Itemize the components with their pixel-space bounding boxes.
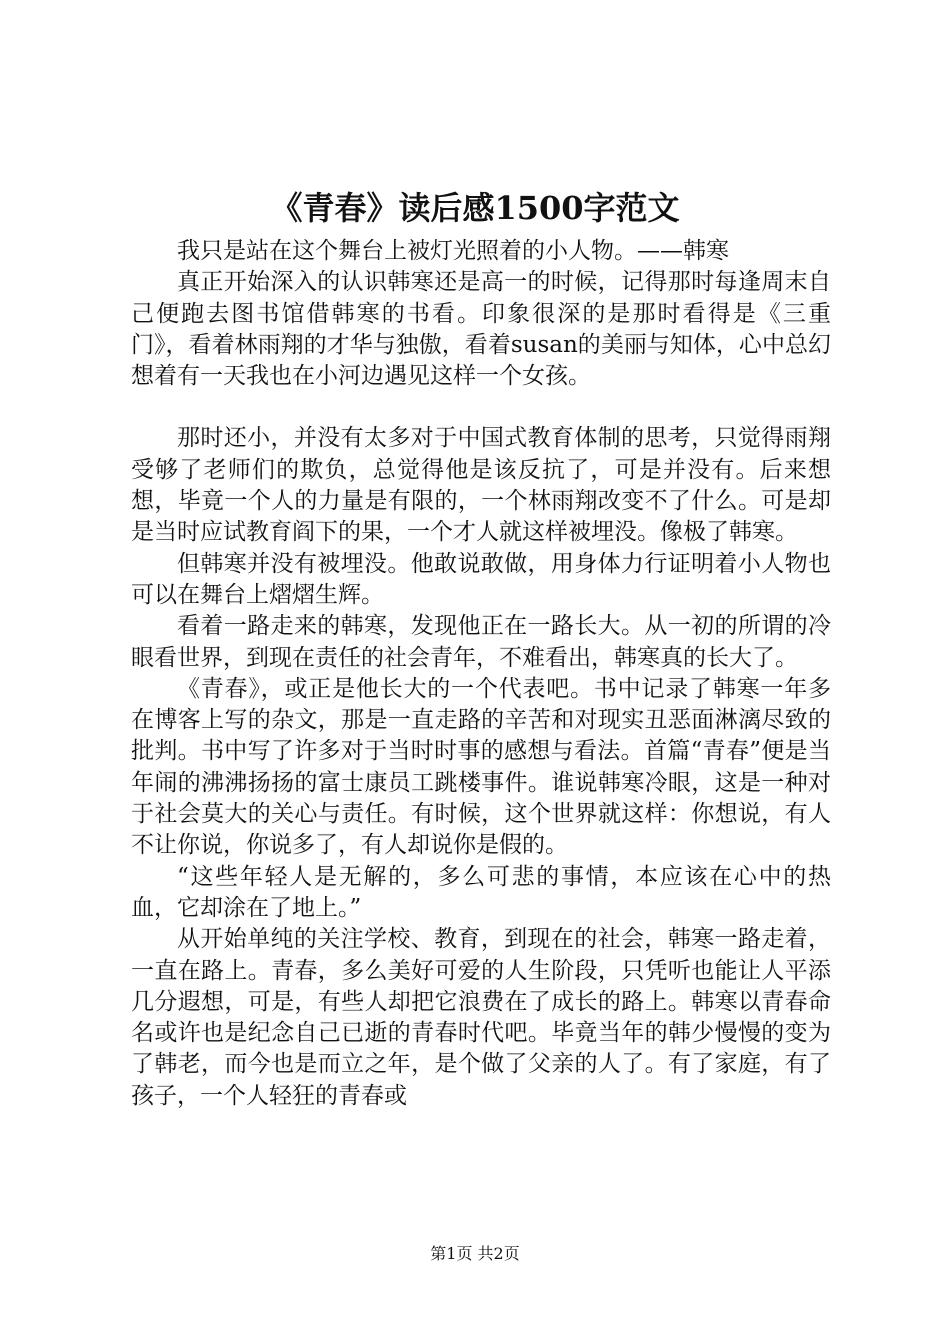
quote-paragraph: “这些年轻人是无解的，多么可悲的事情，本应该在心中的热血，它却涂在了地上。” <box>131 863 831 921</box>
body-paragraph-1: 真正开始深入的认识韩寒还是高一的时候，记得那时每逢周末自己便跑去图书馆借韩寒的书看。印象很深的是那时看得是《三重门》，看着林雨翔的才华与独傲，看着susan的美丽与知体，心中总幻想着有一天我也在小河边遇见这样一个女孩。 <box>131 269 831 390</box>
body-paragraph-7: 从开始单纯的关注学校、教育，到现在的社会，韩寒一路走着，一直在路上。青春，多么美好可爱的人生阶段，只凭听也能让人平添几分遐想，可是，有些人却把它浪费在了成长的路上。韩寒以青春命名或许也是纪念自己已逝的青春时代吧。毕竟当年的韩少慢慢的变为了韩老，而今也是而立之年，是个做了父亲的人了。有了家庭，有了孩子，一个人轻狂的青春或 <box>131 926 831 1109</box>
body-paragraph-2: 那时还小，并没有太多对于中国式教育体制的思考，只觉得雨翔受够了老师们的欺负，总觉得他是该反抗了，可是并没有。后来想想，毕竟一个人的力量是有限的，一个林雨翔改变不了什么。可是却是当时应试教育阎下的果，一个才人就这样被埋没。像极了韩寒。 <box>131 425 831 546</box>
epigraph-paragraph: 我只是站在这个舞台上被灯光照着的小人物。——韩寒 <box>177 238 729 264</box>
body-paragraph-3: 但韩寒并没有被埋没。他敢说敢做，用身体力行证明着小人物也可以在舞台上熠熠生辉。 <box>131 550 831 608</box>
document-title: 《青春》读后感1500字范文 <box>270 189 680 227</box>
document-body <box>131 236 831 1112</box>
page-number-footer: 第1页 共2页 <box>430 1244 520 1263</box>
body-paragraph-5: 《青春》，或正是他长大的一个代表吧。书中记录了韩寒一年多在博客上写的杂文，那是一直走路的辛苦和对现实丑恶面淋漓尽致的批判。书中写了许多对于当时时事的感想与看法。首篇“青春”便是当年闹的沸沸扬扬的富士康员工跳楼事件。谁说韩寒冷眼，这是一种对于社会莫大的关心与责任。有时候，这个世界就这样：你想说，有人不让你说，你说多了，有人却说你是假的。 <box>131 675 831 859</box>
body-paragraph-4: 看着一路走来的韩寒，发现他正在一路长大。从一初的所谓的冷眼看世界，到现在责任的社会青年，不难看出，韩寒真的长大了。 <box>131 613 831 671</box>
